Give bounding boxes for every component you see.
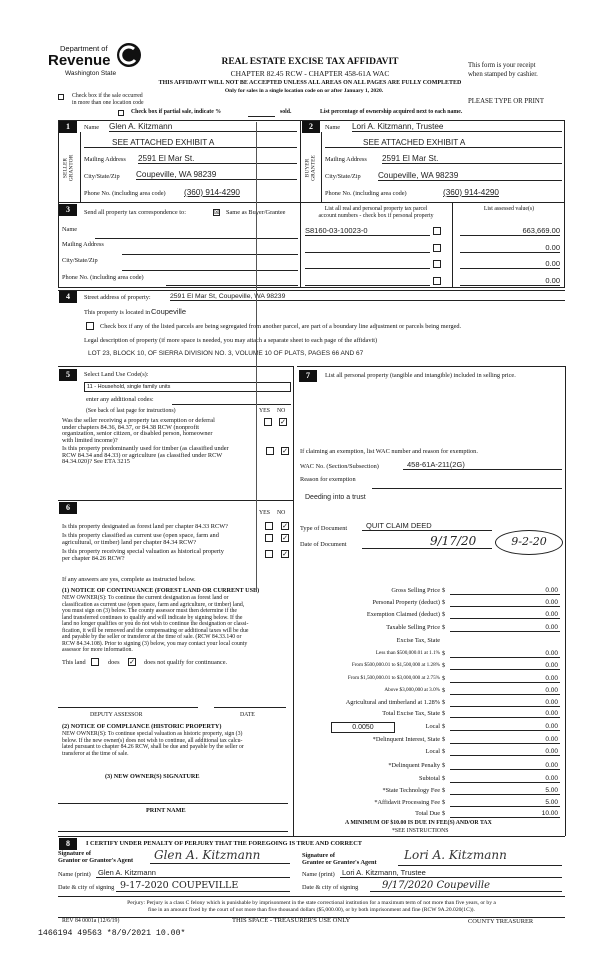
grantee-date-label: Date & city of signing (302, 884, 359, 891)
seller-phone-label: Phone No. (including area code) (84, 190, 166, 197)
grantee-name-label: Name (print) (302, 871, 335, 878)
parcel-number-field[interactable] (305, 243, 430, 253)
buyer-city-field[interactable]: Coupeville, WA 98239 (378, 171, 562, 181)
county-treasurer-label: COUNTY TREASURER (468, 918, 534, 925)
tax-line-label: *Delinquent Penalty (388, 762, 440, 769)
dollar-sign: $ (442, 662, 446, 669)
sec6-q3 (62, 549, 224, 562)
dollar-sign: $ (442, 650, 446, 657)
assessed-value-header: List assessed value(s) (483, 206, 535, 212)
grantee-date-field[interactable]: 9/17/2020 Coupeville (370, 880, 562, 892)
this-land-label: This land (62, 659, 86, 666)
grantee-name-field[interactable]: Lori A. Kitzmann, Trustee (340, 868, 562, 878)
section-4-number: 4 (59, 291, 77, 303)
personal-property-label: List all personal property (tangible and intangible) included in selling price. (325, 372, 516, 379)
minimum-note: A MINIMUM OF $10.00 IS DUE IN FEE(S) AND/OR TAX (345, 820, 492, 826)
tax-line (300, 775, 562, 786)
located-in-field[interactable]: Coupeville (151, 307, 187, 316)
form-only-for: Only for sales in a single location code on or after January 1, 2020. (224, 88, 384, 94)
same-as-buyer-checkbox[interactable]: ☒ (214, 209, 220, 216)
dollar-sign: $ (442, 810, 446, 817)
q-line: Was the seller receiving a property tax exemption or deferral (62, 417, 215, 424)
form-warning: THIS AFFIDAVIT WILL NOT BE ACCEPTED UNLESS ALL AREAS ON ALL PAGES ARE FULLY COMPLETED (158, 80, 462, 86)
tax-line-label: Above $3,000,000 at 3.0% (384, 687, 440, 693)
parcel-number-field[interactable] (305, 276, 430, 286)
tax-line-value[interactable]: 0.00 (450, 710, 560, 718)
seller-name2-field[interactable]: SEE ATTACHED EXHIBIT A (84, 138, 297, 148)
q-line: agricultural, or timber) land per chapter 84.34 RCW? (62, 538, 197, 546)
tax-line-label: Local (425, 723, 440, 730)
grantee-label: GRANTEE (310, 155, 317, 181)
notice-compliance-text (62, 731, 244, 757)
tax-line-label: Less than $500,000.01 at 1.1% (375, 650, 440, 656)
land-does-not-checkbox[interactable]: ✓ (129, 658, 135, 666)
text-line: NEW OWNER(S): To continue the current designation as forest land or (62, 595, 229, 601)
date-label: DATE (240, 712, 255, 718)
tax-line-value[interactable]: 0.00 (450, 587, 560, 595)
seller-city-label: City/State/Zip (84, 173, 120, 180)
personal-property-checkbox[interactable] (433, 277, 441, 285)
buyer-phone-label: Phone No. (including area code) (325, 190, 407, 197)
dollar-sign: $ (442, 675, 446, 682)
seller-address-field[interactable]: 2591 El Mar St. (138, 154, 297, 164)
section-3-number: 3 (59, 204, 77, 216)
text-line: below. If the new owner(s) does not wish to continue, all additional tax calcu- (62, 737, 243, 744)
corr-city-field[interactable] (122, 270, 298, 271)
segregated-label: Check box if any of the listed parcels are being segregated from another parcel, are part of a boundary line adjustment or parcels being merged. (100, 323, 462, 330)
dollar-sign: $ (442, 748, 446, 755)
wac-field[interactable]: 458-61A-211(2G) (403, 460, 562, 470)
grantor-signature[interactable]: Glen A. Kitzmann (150, 848, 290, 864)
q-line: under chapters 84.36, 84.37, or 84.38 RCW (nonprofit (62, 423, 199, 431)
tax-line-value[interactable]: 0.00 (450, 675, 560, 683)
seller-grantor-label (63, 146, 75, 191)
tax-line-label: Total Excise Tax, State (382, 710, 440, 717)
treasurer-use-label: THIS SPACE - TREASURER'S USE ONLY (232, 917, 351, 924)
sec6-q3-no-checkbox[interactable]: ✓ (282, 550, 288, 558)
assessed-value-field[interactable]: 0.00 (460, 276, 560, 286)
q-line: 84.34.020)? See ETA 3215 (62, 458, 130, 465)
dollar-sign: $ (442, 762, 446, 769)
land-use-code-select[interactable]: 11 - Household, single family units (84, 382, 291, 392)
parcel-number-field[interactable]: S8160-03-10023-0 (305, 226, 430, 236)
text-line: and payable by the seller or transferor at the time of sale. (RCW 84.33.140 or (62, 634, 242, 640)
section-5-number: 5 (59, 369, 77, 381)
tax-line (300, 748, 562, 759)
tax-line-value[interactable]: 0.00 (450, 662, 560, 670)
tax-line-value[interactable]: 0.00 (450, 650, 560, 658)
perjury-line: fine in an amount fixed by the court of not more than five thousand dollars ($5,000.00), or by both imprisonment and fine (RCW 9A.20.020(1C)). (148, 907, 475, 913)
certify-statement: I CERTIFY UNDER PENALTY OF PERJURY THAT THE FOREGOING IS TRUE AND CORRECT (86, 840, 362, 847)
exemption-note: If claiming an exemption, list WAC number and reason for exemption. (300, 448, 478, 455)
buyer-address-label: Mailing Address (325, 156, 367, 163)
buyer-name-field[interactable]: Lori A. Kitzmann, Trustee (352, 122, 562, 132)
segregated-checkbox[interactable] (86, 322, 94, 330)
sec6-q1: Is this property designated as forest land per chapter 84.33 RCW? (62, 523, 228, 530)
personal-property-checkbox[interactable] (433, 260, 441, 268)
corr-city-label: City/State/Zip (62, 257, 98, 264)
notice-compliance-title: (2) NOTICE OF COMPLIANCE (HISTORIC PROPERTY) (62, 723, 222, 730)
tax-line-label: Gross Selling Price (391, 587, 440, 594)
sec5-q2-yes-checkbox[interactable] (266, 447, 274, 455)
seller-city-field[interactable]: Coupeville, WA 98239 (136, 170, 297, 180)
label-line: Signature of (302, 852, 335, 859)
doc-date-field[interactable]: 9/17/20 (362, 534, 492, 549)
tax-line (300, 687, 562, 698)
tax-line (300, 799, 562, 810)
tax-line-label: Local (425, 748, 440, 755)
seller-address-label: Mailing Address (84, 156, 126, 163)
section-6-number: 6 (59, 502, 77, 514)
sec5-q1 (62, 418, 215, 444)
doc-type-label: Type of Document (300, 525, 348, 532)
tax-line (300, 650, 562, 661)
form-title: REAL ESTATE EXCISE TAX AFFIDAVIT (221, 57, 399, 67)
located-in-label: This property is located in (84, 309, 151, 316)
assessed-value-field[interactable]: 663,669.00 (460, 226, 560, 236)
q-line: with limited income)? (62, 436, 118, 444)
corr-address-field[interactable] (122, 254, 298, 255)
tax-line (300, 637, 562, 648)
does-label: does (108, 659, 120, 666)
legal-description-field[interactable]: LOT 23, BLOCK 10, OF SIERRA DIVISION NO. 3, VOLUME 10 OF PLATS, PAGES 66 AND 67 (88, 350, 364, 357)
section-7-number: 7 (299, 370, 317, 382)
label-line: Grantee or Grantee's Agent (302, 858, 377, 866)
print-name-field[interactable] (58, 831, 288, 832)
tax-line-label: Subtotal (419, 775, 440, 782)
text-line: NEW OWNER(S): To continue special valuation as historic property, sign (3) (62, 731, 243, 737)
tax-line-label: *Affidavit Processing Fee (374, 799, 440, 806)
grantor-signature-label (58, 851, 133, 864)
section-8-number: 8 (59, 838, 77, 850)
tax-line-value[interactable]: 0.00 (450, 611, 560, 619)
tax-line (300, 736, 562, 747)
text-line: RCW 84.34.108). Prior to signing (3) below, you may contact your local county (62, 640, 248, 647)
tax-line (300, 699, 562, 710)
multi-location-label-2: in more than one location code (72, 100, 144, 106)
notice-continuance-title: (1) NOTICE OF CONTINUANCE (FOREST LAND OR CURRENT USE) (62, 587, 260, 594)
dollar-sign: $ (442, 687, 446, 694)
tax-line-label: From $1,500,000.01 to $3,000,000 at 2.75% (347, 675, 440, 681)
tax-line (300, 624, 562, 635)
q-line: RCW 84.34 and 84.33) or agriculture (as classified under RCW (62, 451, 223, 459)
assessed-value-field[interactable]: 0.00 (460, 243, 560, 253)
text-line: land no longer qualifies or you do not wish to continue the designation or classi- (62, 621, 249, 627)
corr-phone-field[interactable] (166, 285, 298, 286)
tax-line-label: Agricultural and timberland at 1.28% (345, 699, 440, 706)
logo-dept: Department of (60, 44, 108, 53)
grantor-date-field[interactable]: 9-17-2020 COUPEVILLE (116, 880, 290, 892)
corr-name-field[interactable] (95, 238, 298, 239)
additional-codes-field[interactable] (172, 404, 291, 405)
buyer-phone-field[interactable]: (360) 914-4290 (443, 188, 499, 197)
buyer-name2-field[interactable]: SEE ATTACHED EXHIBIT A (325, 138, 562, 148)
sec6-yes-header: YES (259, 510, 270, 516)
sec5-no-header: NO (277, 408, 286, 414)
seller-phone-field[interactable]: (360) 914-4290 (184, 188, 240, 197)
partial-sale-checkbox[interactable] (118, 110, 124, 116)
buyer-address-field[interactable]: 2591 El Mar St. (382, 154, 562, 164)
partial-sale-label: Check box if partial sale, indicate % (131, 109, 222, 115)
multi-location-checkbox[interactable] (58, 94, 64, 100)
tax-line (300, 587, 562, 598)
dollar-sign: $ (442, 699, 446, 706)
q-line: organization, senior citizen, or disabled person, homeowner (62, 430, 213, 437)
sec5-q2-no-checkbox[interactable]: ✓ (282, 447, 288, 455)
buyer-grantee-label (305, 146, 317, 191)
tax-line (300, 662, 562, 673)
see-instructions-note: *SEE INSTRUCTIONS (392, 828, 449, 834)
perjury-notice (58, 896, 565, 918)
partial-sale-percent-input[interactable] (248, 116, 275, 117)
text-line: land transferred continues to qualify and will indicate by signing below. If the (62, 614, 243, 621)
text-line: you must sign on (3) below. The county assessor must then determine if the (62, 608, 238, 614)
additional-codes-label: enter any additional codes: (86, 396, 154, 403)
form-id: REV 84 0001a (12/6/19) (62, 918, 120, 924)
print-name-label: PRINT NAME (146, 807, 186, 814)
parcel-number-field[interactable] (305, 259, 430, 269)
q-line: Is this property classified as current use (open space, farm and (62, 532, 219, 539)
dollar-sign: $ (442, 587, 446, 594)
q-line: per chapter 84.26 RCW? (62, 554, 125, 562)
dollar-sign: $ (442, 775, 446, 782)
tax-line (300, 762, 562, 773)
label-line: Grantor or Grantor's Agent (58, 856, 134, 864)
does-not-label: does not qualify for continuance. (144, 659, 228, 666)
assessor-date-field[interactable] (214, 707, 286, 708)
sec6-q1-yes-checkbox[interactable] (265, 522, 273, 530)
sec6-q1-no-checkbox[interactable]: ✓ (282, 522, 288, 530)
tax-line-value[interactable]: 10.00 (450, 810, 560, 818)
tax-line (300, 611, 562, 622)
grantor-label: GRANTOR (68, 154, 75, 182)
sec5-q1-yes-checkbox[interactable] (264, 418, 272, 426)
corr-name-label: Name (62, 226, 78, 233)
tax-line-label: Excise Tax, State (396, 637, 440, 644)
tax-line-value[interactable]: 0.00 (450, 775, 560, 783)
logo-name: Revenue (48, 52, 111, 69)
tax-line-value[interactable]: 0.00 (450, 599, 560, 607)
legal-description-label: Legal description of property (if more space is needed, you may attach a separate sheet to each page of the affidavit) (84, 337, 378, 344)
doc-date-circled: 9-2-20 (495, 530, 563, 555)
section-1-number: 1 (59, 121, 77, 133)
sec5-yes-header: YES (259, 408, 270, 414)
sec6-no-header: NO (277, 510, 286, 516)
seller-name-field[interactable]: Glen A. Kitzmann (109, 122, 297, 132)
text-line: assessor for more information. (62, 647, 133, 653)
tax-line-value[interactable]: 0.00 (450, 624, 560, 632)
sold-label: sold. (280, 109, 292, 115)
parcel-header (302, 206, 450, 220)
section-2-number: 2 (302, 121, 320, 133)
grantor-name-field[interactable]: Glen A. Kitzmann (96, 868, 290, 878)
doc-type-field[interactable]: QUIT CLAIM DEED (362, 521, 492, 531)
wac-label: WAC No. (Section/Subsection) (300, 463, 379, 470)
new-owner-signature-field[interactable] (58, 803, 288, 804)
tax-line-label: *Delinquent Interest, State (372, 736, 440, 743)
text-line: classification as current use (open space, farm and agriculture, or timber) land, (62, 601, 245, 608)
treasurer-stamp: 1466194 49563 *8/9/2021 10.00* (38, 929, 186, 938)
land-use-label: Select Land Use Code(s): (84, 371, 149, 378)
sec6-q2-yes-checkbox[interactable] (265, 534, 273, 542)
tax-line-value[interactable]: 0.00 (450, 762, 560, 770)
grantor-name-label: Name (print) (58, 871, 91, 878)
tax-line-value[interactable]: 0.00 (450, 736, 560, 744)
text-line: lated pursuant to chapter 84.26 RCW, shall be due and payable by the seller or (62, 744, 244, 750)
reason-label: Reason for exemption (300, 476, 356, 483)
land-does-checkbox[interactable] (91, 658, 99, 666)
reason-line (372, 488, 562, 489)
grantee-signature-label (302, 853, 377, 866)
text-line: fication, it will be removed and the compensating or additional taxes will be due (62, 627, 249, 634)
dollar-sign: $ (442, 736, 446, 743)
tax-line-value[interactable]: 5.00 (450, 799, 560, 807)
grantor-date-label: Date & city of signing (58, 884, 115, 891)
seller-name-label: Name (84, 124, 100, 131)
grantee-signature[interactable]: Lori A. Kitzmann (398, 848, 562, 866)
personal-property-checkbox[interactable] (433, 244, 441, 252)
corr-phone-label: Phone No. (including area code) (62, 274, 144, 281)
if-yes-note: If any answers are yes, complete as instructed below. (62, 576, 196, 583)
tax-line (300, 710, 562, 721)
label-line: Signature of (58, 850, 91, 857)
tax-line-value[interactable]: 0.00 (450, 723, 560, 731)
text-line: transferor at the time of sale. (62, 750, 129, 757)
tax-line-label: Exemption Claimed (deduct) (366, 611, 440, 618)
corr-address-label: Mailing Address (62, 241, 104, 248)
sec6-q3-yes-checkbox[interactable] (265, 550, 273, 558)
buyer-city-label: City/State/Zip (325, 173, 361, 180)
deputy-assessor-signature[interactable] (58, 707, 198, 708)
assessed-value-field[interactable]: 0.00 (460, 259, 560, 269)
tax-line-label: Total Due (415, 810, 440, 817)
tax-line-label: Taxable Selling Price (386, 624, 440, 631)
notice-continuance-text (62, 595, 248, 654)
sec6-q2-no-checkbox[interactable]: ✓ (282, 534, 288, 542)
new-owner-signature-label: (3) NEW OWNER(S) SIGNATURE (105, 773, 200, 780)
dollar-sign: $ (442, 624, 446, 631)
tax-line-value[interactable]: 0.00 (450, 748, 560, 756)
tax-line (300, 675, 562, 686)
form-chapter: CHAPTER 82.45 RCW - CHAPTER 458-61A WAC (230, 69, 390, 78)
street-address-label: Street address of property: (84, 294, 151, 301)
tax-line-value[interactable]: 5.00 (450, 787, 560, 795)
same-as-buyer-label: Same as Buyer/Grantee (226, 209, 286, 216)
q-line: Is this property predominantly used for timber (as classified under (62, 445, 229, 452)
tax-line-value[interactable]: 0.00 (450, 687, 560, 695)
sec5-q1-no-checkbox[interactable]: ✓ (280, 418, 286, 426)
street-address-field[interactable]: 2591 El Mar St, Coupeville, WA 98239 (170, 293, 565, 301)
parcel-header-2: account numbers - check box if personal property (318, 213, 434, 219)
receipt-note-1: This form is your receipt (468, 62, 536, 69)
local-rate-field[interactable]: 0.0050 (331, 722, 395, 733)
perjury-line: Perjury: Perjury is a class C felony which is punishable by imprisonment in the state correctional institution for a maximum term of not more than five years, or by a (127, 900, 496, 906)
buyer-name-label: Name (325, 124, 341, 131)
buyer-label: BUYER (304, 158, 311, 178)
parcel-header-1: List all real and personal property tax parcel (324, 206, 428, 212)
logo-state: Washington State (65, 70, 117, 77)
tax-line (300, 787, 562, 798)
scan-artifact-line (256, 122, 257, 592)
tax-line (300, 599, 562, 610)
multi-location-label-1: Check box if the sale occurred (72, 93, 143, 99)
receipt-note-2: when stamped by cashier. (468, 71, 538, 78)
sec5-q2 (62, 446, 229, 466)
list-percentage-note: List percentage of ownership acquired next to each name. (320, 109, 463, 115)
reason-field[interactable]: Deeding into a trust (305, 494, 366, 501)
dollar-sign: $ (442, 723, 446, 730)
q-line: Is this property receiving special valuation as historical property (62, 548, 224, 555)
doc-date-label: Date of Document (300, 541, 347, 548)
personal-property-checkbox[interactable] (433, 227, 441, 235)
dollar-sign: $ (442, 787, 446, 794)
dollar-sign: $ (442, 799, 446, 806)
tax-line-label: Personal Property (deduct) (372, 599, 440, 606)
dollar-sign: $ (442, 710, 446, 717)
see-back-note: (See back of last page for instructions) (86, 408, 176, 414)
correspondence-label: Send all property tax correspondence to: (84, 209, 186, 216)
type-or-print: PLEASE TYPE OR PRINT (468, 98, 544, 105)
deputy-assessor-label: DEPUTY ASSESSOR (90, 712, 143, 718)
seller-label: SELLER (62, 157, 69, 179)
sec6-q2 (62, 533, 219, 546)
tax-line-label: *State Technology Fee (382, 787, 440, 794)
dollar-sign: $ (442, 599, 446, 606)
tax-line-label: From $500,000.01 to $1,500,000 at 1.28% (351, 662, 440, 668)
dollar-sign: $ (442, 611, 446, 618)
tax-line-value[interactable]: 0.00 (450, 699, 560, 707)
